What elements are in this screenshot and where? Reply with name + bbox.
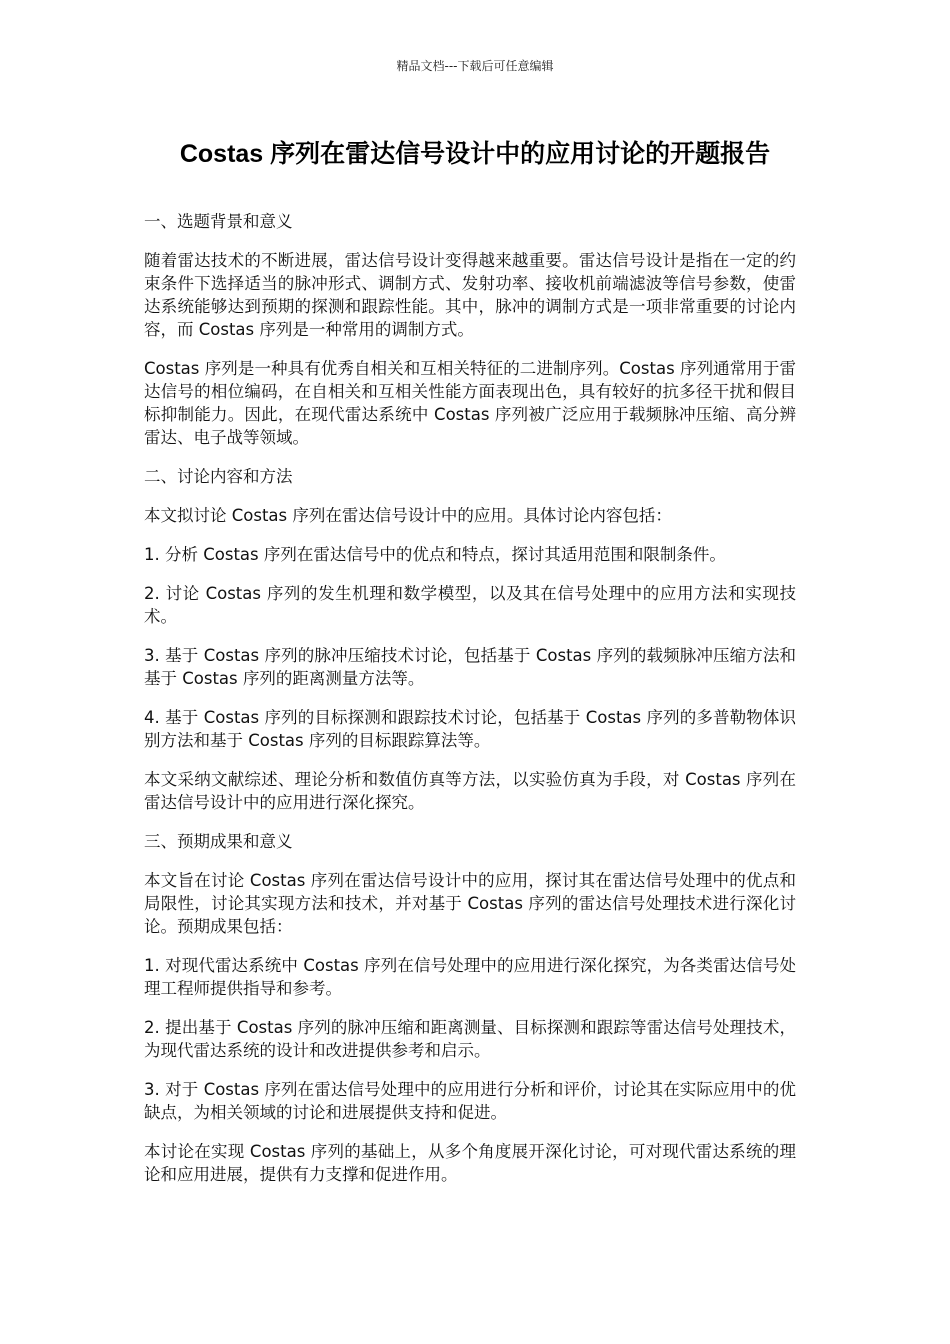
- paragraph-background-2: Costas 序列是一种具有优秀自相关和互相关特征的二进制序列。Costas 序列通常用于雷达信号的相位编码，在自相关和互相关性能方面表现出色，具有较好的抗多径干扰和假目标抑制能力。因此，在现代雷达系统中 Costas 序列被广泛应用于载频脉冲压缩、高分辨雷达、电子战等领域。: [144, 359, 796, 447]
- paragraph-method: 本文采纳文献综述、理论分析和数值仿真等方法，以实验仿真为手段，对 Costas 序列在雷达信号设计中的应用进行深化探究。: [144, 770, 796, 812]
- list-item-content-1: 1. 分析 Costas 序列在雷达信号中的优点和特点，探讨其适用范围和限制条件。: [144, 545, 726, 564]
- header-note: 精品文档---下载后可任意编辑: [396, 59, 554, 73]
- section-heading-content-method: 二、讨论内容和方法: [144, 467, 293, 486]
- list-item-result-1: 1. 对现代雷达系统中 Costas 序列在信号处理中的应用进行深化探究，为各类雷达信号处理工程师提供指导和参考。: [144, 956, 796, 998]
- list-item-result-2: 2. 提出基于 Costas 序列的脉冲压缩和距离测量、目标探测和跟踪等雷达信号处理技术，为现代雷达系统的设计和改进提供参考和启示。: [144, 1018, 796, 1060]
- paragraph-conclusion: 本讨论在实现 Costas 序列的基础上，从多个角度展开深化讨论，可对现代雷达系统的理论和应用进展，提供有力支撑和促进作用。: [144, 1142, 796, 1184]
- list-item-content-4: 4. 基于 Costas 序列的目标探测和跟踪技术讨论，包括基于 Costas 序列的多普勒物体识别方法和基于 Costas 序列的目标跟踪算法等。: [144, 708, 796, 750]
- document-title: Costas 序列在雷达信号设计中的应用讨论的开题报告: [179, 140, 771, 168]
- paragraph-content-intro: 本文拟讨论 Costas 序列在雷达信号设计中的应用。具体讨论内容包括：: [144, 506, 672, 525]
- list-item-result-3: 3. 对于 Costas 序列在雷达信号处理中的应用进行分析和评价，讨论其在实际应用中的优缺点，为相关领域的讨论和进展提供支持和促进。: [144, 1080, 796, 1122]
- paragraph-results-intro: 本文旨在讨论 Costas 序列在雷达信号设计中的应用，探讨其在雷达信号处理中的优点和局限性，讨论其实现方法和技术，并对基于 Costas 序列的雷达信号处理技术进行深化讨论。预期成果包括：: [144, 871, 796, 936]
- paragraph-background-1: 随着雷达技术的不断进展，雷达信号设计变得越来越重要。雷达信号设计是指在一定的约束条件下选择适当的脉冲形式、调制方式、发射功率、接收机前端滤波等信号参数，使雷达系统能够达到预期的探测和跟踪性能。其中，脉冲的调制方式是一项非常重要的讨论内容，而 Costas 序列是一种常用的调制方式。: [144, 251, 796, 339]
- list-item-content-3: 3. 基于 Costas 序列的脉冲压缩技术讨论，包括基于 Costas 序列的载频脉冲压缩方法和基于 Costas 序列的距离测量方法等。: [144, 646, 796, 688]
- list-item-content-2: 2. 讨论 Costas 序列的发生机理和数学模型，以及其在信号处理中的应用方法和实现技术。: [144, 584, 796, 626]
- section-heading-background: 一、选题背景和意义: [144, 212, 293, 231]
- section-heading-expected-results: 三、预期成果和意义: [144, 832, 293, 851]
- document-body: [144, 210, 796, 1202]
